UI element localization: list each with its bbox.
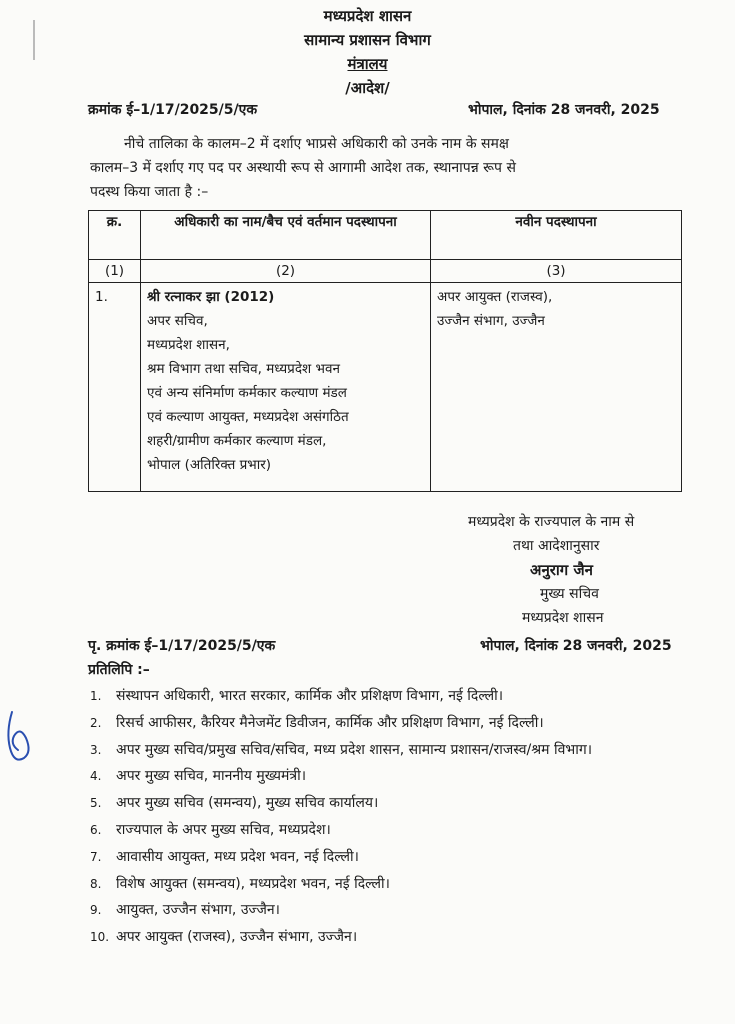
col-number-2: (2) bbox=[141, 260, 431, 283]
row-officer-cell bbox=[141, 283, 431, 492]
list-item-number: 4. bbox=[90, 769, 102, 784]
signature-authority-line: मध्यप्रदेश के राज्यपाल के नाम से bbox=[468, 514, 635, 530]
header-ministry: मंत्रालय bbox=[347, 55, 388, 73]
new-posting-line: अपर आयुक्त (राजस्व), bbox=[437, 289, 553, 305]
table-column-number-row bbox=[89, 260, 682, 283]
copy-list bbox=[90, 684, 700, 952]
row-serial: 1. bbox=[89, 283, 141, 492]
body-line-2: कालम–3 में दर्शाए गए पद पर अस्थायी रूप से आगामी आदेश तक, स्थानापन्न रूप से bbox=[90, 160, 516, 176]
order-number: क्रमांक ई–1/17/2025/5/एक bbox=[88, 102, 258, 118]
list-item-text: आवासीय आयुक्त, मध्य प्रदेश भवन, नई दिल्ली। bbox=[116, 848, 359, 865]
current-posting-line: भोपाल (अतिरिक्त प्रभार) bbox=[147, 457, 272, 473]
list-item-text: अपर मुख्य सचिव/प्रमुख सचिव/सचिव, मध्य प्रदेश शासन, सामान्य प्रशासन/राजस्व/श्रम विभाग। bbox=[116, 741, 593, 758]
list-item bbox=[90, 738, 700, 762]
endorsement-number: पृ. क्रमांक ई–1/17/2025/5/एक bbox=[88, 638, 276, 654]
signatory-name: अनुराग जैन bbox=[530, 561, 593, 579]
list-item bbox=[90, 925, 700, 949]
list-item bbox=[90, 818, 700, 842]
signatory-office: मध्यप्रदेश शासन bbox=[522, 610, 604, 626]
row-new-posting-cell bbox=[431, 283, 682, 492]
list-item-text: राज्यपाल के अपर मुख्य सचिव, मध्यप्रदेश। bbox=[116, 821, 331, 838]
header-order: /आदेश/ bbox=[345, 79, 390, 97]
body-line-1: नीचे तालिका के कालम–2 में दर्शाए भाप्रसे अधिकारी को उनके नाम के समक्ष bbox=[124, 136, 509, 152]
endorsement-date: भोपाल, दिनांक 28 जनवरी, 2025 bbox=[480, 638, 672, 654]
list-item-number: 8. bbox=[90, 876, 102, 891]
table-row bbox=[89, 283, 682, 492]
list-item-text: संस्थापन अधिकारी, भारत सरकार, कार्मिक और प्रशिक्षण विभाग, नई दिल्ली। bbox=[116, 688, 504, 704]
pen-mark-icon bbox=[4, 708, 34, 768]
current-posting-line: शहरी/ग्रामीण कर्मकार कल्याण मंडल, bbox=[147, 433, 327, 449]
signature-order-line: तथा आदेशानुसार bbox=[513, 538, 600, 554]
list-item-text: अपर मुख्य सचिव, माननीय मुख्यमंत्री। bbox=[116, 768, 307, 785]
table-header-row bbox=[89, 211, 682, 260]
list-item bbox=[90, 872, 700, 896]
list-item bbox=[90, 764, 700, 788]
header-department: सामान्य प्रशासन विभाग bbox=[304, 31, 431, 49]
list-item-text: अपर मुख्य सचिव (समन्वय), मुख्य सचिव कार्यालय। bbox=[116, 795, 379, 812]
signatory-designation: मुख्य सचिव bbox=[540, 586, 599, 602]
col-number-3: (3) bbox=[431, 260, 682, 283]
header-serial: क्र. bbox=[89, 211, 141, 260]
list-item bbox=[90, 791, 700, 815]
col-number-1: (1) bbox=[89, 260, 141, 283]
list-item bbox=[90, 845, 700, 869]
list-item-text: रिसर्च आफीसर, कैरियर मैनेजमेंट डिवीजन, कार्मिक और प्रशिक्षण विभाग, नई दिल्ली। bbox=[116, 714, 544, 731]
header-officer: अधिकारी का नाम/बैच एवं वर्तमान पदस्थापना bbox=[141, 211, 431, 260]
list-item-text: विशेष आयुक्त (समन्वय), मध्यप्रदेश भवन, नई दिल्ली। bbox=[116, 875, 390, 892]
list-item-number: 7. bbox=[90, 849, 102, 864]
officer-name: श्री रत्नाकर झा (2012) bbox=[147, 289, 275, 305]
posting-table bbox=[88, 210, 682, 492]
list-item bbox=[90, 711, 700, 735]
current-posting-line: एवं अन्य संनिर्माण कर्मकार कल्याण मंडल bbox=[147, 385, 347, 401]
list-item-number: 5. bbox=[90, 796, 102, 811]
list-item-number: 6. bbox=[90, 822, 102, 837]
header-government: मध्यप्रदेश शासन bbox=[323, 7, 412, 25]
list-item-number: 9. bbox=[90, 903, 102, 918]
list-item-text: अपर आयुक्त (राजस्व), उज्जैन संभाग, उज्जैन। bbox=[116, 929, 358, 946]
list-item-number: 10. bbox=[90, 930, 110, 945]
current-posting-line: अपर सचिव, bbox=[147, 313, 208, 329]
list-item bbox=[90, 898, 700, 922]
current-posting-line: एवं कल्याण आयुक्त, मध्यप्रदेश असंगठित bbox=[147, 409, 349, 425]
new-posting-line: उज्जैन संभाग, उज्जैन bbox=[437, 313, 545, 329]
current-posting-line: मध्यप्रदेश शासन, bbox=[147, 337, 230, 353]
list-item-number: 3. bbox=[90, 742, 102, 757]
list-item-number: 1. bbox=[90, 689, 102, 703]
current-posting-line: श्रम विभाग तथा सचिव, मध्यप्रदेश भवन bbox=[147, 361, 340, 377]
copy-label: प्रतिलिपि :– bbox=[88, 662, 150, 678]
list-item-number: 2. bbox=[90, 715, 102, 730]
list-item-text: आयुक्त, उज्जैन संभाग, उज्जैन। bbox=[116, 902, 280, 919]
list-item bbox=[90, 684, 700, 708]
order-date: भोपाल, दिनांक 28 जनवरी, 2025 bbox=[468, 102, 660, 118]
body-line-3: पदस्थ किया जाता है :– bbox=[90, 184, 209, 200]
header-new-posting: नवीन पदस्थापना bbox=[431, 211, 682, 260]
